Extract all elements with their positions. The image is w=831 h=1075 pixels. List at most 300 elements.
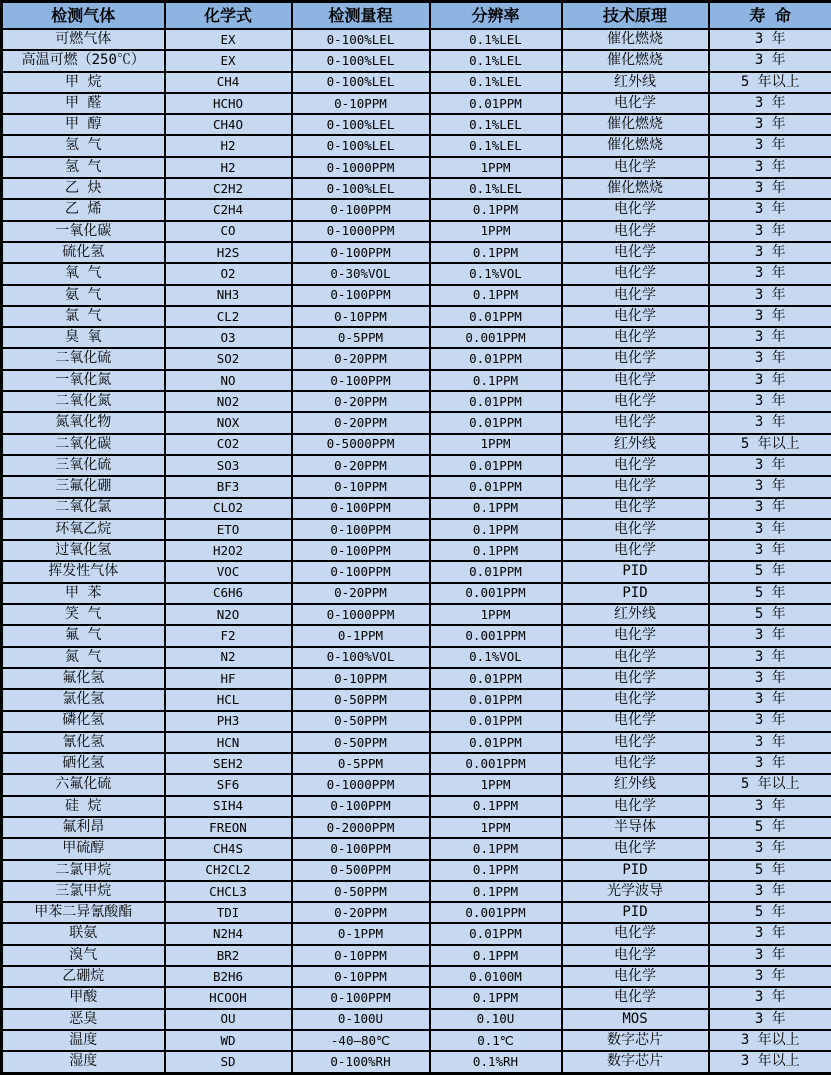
cell-lifespan: 3 年 [709,178,831,199]
cell-lifespan: 3 年 [709,348,831,369]
cell-lifespan: 5 年 [709,561,831,582]
cell-gas: 甲 烷 [2,72,165,93]
cell-formula: BF3 [165,476,292,497]
cell-principle: 电化学 [562,732,709,753]
cell-gas: 氟化氢 [2,668,165,689]
cell-principle: 电化学 [562,987,709,1008]
cell-formula: EX [165,29,292,50]
cell-principle: 电化学 [562,668,709,689]
cell-resolution: 0.01PPM [430,561,562,582]
cell-gas: 一氧化氮 [2,370,165,391]
cell-gas: 硒化氢 [2,753,165,774]
header-gas: 检测气体 [2,2,165,30]
cell-gas: 三氯甲烷 [2,881,165,902]
cell-lifespan: 5 年 [709,902,831,923]
cell-gas: 高温可燃（250℃） [2,50,165,71]
cell-resolution: 0.1PPM [430,838,562,859]
cell-range: 0-10PPM [292,476,430,497]
cell-gas: 硅 烷 [2,796,165,817]
cell-lifespan: 5 年以上 [709,434,831,455]
cell-resolution: 0.1PPM [430,285,562,306]
cell-range: 0-100%LEL [292,114,430,135]
cell-resolution: 0.1PPM [430,370,562,391]
cell-resolution: 0.01PPM [430,923,562,944]
table-row [2,945,831,966]
cell-principle: 催化燃烧 [562,29,709,50]
cell-range: 0-20PPM [292,902,430,923]
cell-principle: MOS [562,1009,709,1030]
cell-range: 0-50PPM [292,732,430,753]
cell-resolution: 0.1PPM [430,860,562,881]
table-row [2,178,831,199]
cell-principle: 电化学 [562,966,709,987]
cell-resolution: 0.01PPM [430,689,562,710]
cell-range: 0-100PPM [292,242,430,263]
cell-gas: 二氧化氯 [2,498,165,519]
cell-principle: 电化学 [562,945,709,966]
cell-resolution: 0.01PPM [430,455,562,476]
cell-principle: 电化学 [562,796,709,817]
table-row [2,157,831,178]
cell-lifespan: 3 年 [709,199,831,220]
cell-formula: CL2 [165,306,292,327]
cell-gas: 乙 烯 [2,199,165,220]
cell-lifespan: 3 年 [709,50,831,71]
cell-formula: NH3 [165,285,292,306]
cell-gas: 三氧化硫 [2,455,165,476]
table-row [2,242,831,263]
cell-gas: 甲 醇 [2,114,165,135]
cell-range: 0-1PPM [292,923,430,944]
cell-formula: CH2CL2 [165,860,292,881]
cell-principle: 电化学 [562,391,709,412]
cell-range: 0-10PPM [292,966,430,987]
cell-range: 0-100PPM [292,285,430,306]
cell-gas: 氟利昂 [2,817,165,838]
cell-principle: 电化学 [562,157,709,178]
table-row [2,774,831,795]
cell-range: 0-20PPM [292,412,430,433]
cell-principle: 半导体 [562,817,709,838]
cell-resolution: 0.1%LEL [430,72,562,93]
cell-formula: OU [165,1009,292,1030]
cell-principle: 数字芯片 [562,1051,709,1073]
table-row [2,348,831,369]
cell-lifespan: 3 年 [709,668,831,689]
cell-lifespan: 3 年 [709,923,831,944]
header-range: 检测量程 [292,2,430,30]
cell-lifespan: 3 年 [709,498,831,519]
cell-lifespan: 3 年 [709,114,831,135]
cell-range: 0-10PPM [292,945,430,966]
cell-gas: 氮 气 [2,647,165,668]
cell-gas: 过氧化氢 [2,540,165,561]
table-row [2,711,831,732]
cell-lifespan: 3 年 [709,29,831,50]
cell-lifespan: 3 年 [709,838,831,859]
table-row [2,540,831,561]
cell-principle: 催化燃烧 [562,50,709,71]
cell-formula: C6H6 [165,583,292,604]
cell-formula: SO3 [165,455,292,476]
cell-range: 0-20PPM [292,348,430,369]
cell-lifespan: 3 年 [709,945,831,966]
table-row [2,306,831,327]
table-row [2,285,831,306]
cell-formula: NOX [165,412,292,433]
cell-principle: 电化学 [562,498,709,519]
cell-range: 0-100PPM [292,838,430,859]
cell-range: 0-100%RH [292,1051,430,1073]
table-row [2,114,831,135]
cell-resolution: 0.1PPM [430,242,562,263]
cell-formula: C2H4 [165,199,292,220]
table-row [2,72,831,93]
header-lifespan: 寿 命 [709,2,831,30]
cell-principle: 数字芯片 [562,1030,709,1051]
table-row [2,1051,831,1073]
table-row [2,689,831,710]
cell-formula: N2O [165,604,292,625]
cell-principle: 红外线 [562,774,709,795]
cell-gas: 甲 醛 [2,93,165,114]
table-row [2,455,831,476]
cell-principle: 催化燃烧 [562,135,709,156]
cell-formula: CH4O [165,114,292,135]
cell-resolution: 1PPM [430,774,562,795]
cell-gas: 温度 [2,1030,165,1051]
cell-range: 0-1000PPM [292,774,430,795]
table-row [2,391,831,412]
table-row [2,519,831,540]
cell-principle: 电化学 [562,476,709,497]
cell-formula: C2H2 [165,178,292,199]
cell-principle: PID [562,860,709,881]
cell-lifespan: 3 年 [709,370,831,391]
cell-principle: 电化学 [562,348,709,369]
cell-principle: 电化学 [562,306,709,327]
cell-formula: O2 [165,263,292,284]
cell-gas: 联氨 [2,923,165,944]
table-row [2,902,831,923]
cell-principle: 电化学 [562,838,709,859]
cell-gas: 六氟化硫 [2,774,165,795]
cell-formula: HCL [165,689,292,710]
cell-gas: 氢 气 [2,157,165,178]
cell-lifespan: 3 年 [709,647,831,668]
cell-lifespan: 3 年 [709,689,831,710]
cell-resolution: 0.001PPM [430,583,562,604]
cell-lifespan: 3 年 [709,732,831,753]
cell-principle: PID [562,902,709,923]
cell-range: 0-1000PPM [292,604,430,625]
table-row [2,327,831,348]
cell-lifespan: 3 年 [709,987,831,1008]
cell-resolution: 0.1%LEL [430,50,562,71]
cell-gas: 二氯甲烷 [2,860,165,881]
cell-range: 0-1000PPM [292,157,430,178]
cell-gas: 二氧化硫 [2,348,165,369]
cell-formula: EX [165,50,292,71]
header-row [2,2,831,30]
cell-gas: 氯化氢 [2,689,165,710]
cell-formula: HF [165,668,292,689]
cell-principle: 电化学 [562,370,709,391]
cell-formula: NO2 [165,391,292,412]
cell-resolution: 0.1%LEL [430,135,562,156]
cell-lifespan: 3 年以上 [709,1051,831,1073]
cell-resolution: 0.01PPM [430,306,562,327]
cell-formula: N2 [165,647,292,668]
table-row [2,199,831,220]
cell-gas: 磷化氢 [2,711,165,732]
cell-resolution: 0.01PPM [430,668,562,689]
cell-resolution: 0.01PPM [430,412,562,433]
cell-lifespan: 5 年 [709,860,831,881]
cell-range: 0-2000PPM [292,817,430,838]
cell-range: 0-500PPM [292,860,430,881]
cell-lifespan: 3 年 [709,135,831,156]
cell-range: 0-20PPM [292,455,430,476]
cell-resolution: 1PPM [430,157,562,178]
cell-lifespan: 3 年 [709,412,831,433]
table-row [2,987,831,1008]
cell-principle: 电化学 [562,199,709,220]
cell-resolution: 0.1PPM [430,199,562,220]
cell-resolution: 0.01PPM [430,391,562,412]
cell-range: 0-5PPM [292,327,430,348]
cell-resolution: 0.1PPM [430,987,562,1008]
cell-resolution: 0.1PPM [430,498,562,519]
cell-resolution: 0.001PPM [430,625,562,646]
cell-formula: WD [165,1030,292,1051]
cell-formula: SIH4 [165,796,292,817]
header-principle: 技术原理 [562,2,709,30]
table-row [2,647,831,668]
cell-gas: 乙硼烷 [2,966,165,987]
cell-principle: 电化学 [562,711,709,732]
cell-resolution: 0.1%LEL [430,29,562,50]
cell-formula: FREON [165,817,292,838]
cell-range: 0-100%LEL [292,135,430,156]
cell-gas: 乙 炔 [2,178,165,199]
cell-lifespan: 3 年 [709,1009,831,1030]
cell-range: 0-100PPM [292,199,430,220]
cell-lifespan: 5 年以上 [709,72,831,93]
cell-principle: 电化学 [562,93,709,114]
cell-range: 0-100%LEL [292,72,430,93]
cell-formula: F2 [165,625,292,646]
cell-range: 0-30%VOL [292,263,430,284]
cell-gas: 臭 氧 [2,327,165,348]
cell-range: -40—80℃ [292,1030,430,1051]
cell-range: 0-100PPM [292,498,430,519]
cell-lifespan: 3 年 [709,93,831,114]
cell-formula: CH4S [165,838,292,859]
cell-formula: NO [165,370,292,391]
cell-principle: 电化学 [562,519,709,540]
cell-resolution: 0.001PPM [430,327,562,348]
cell-formula: H2O2 [165,540,292,561]
cell-resolution: 0.1PPM [430,945,562,966]
cell-resolution: 0.1%VOL [430,263,562,284]
cell-lifespan: 3 年 [709,881,831,902]
cell-resolution: 0.01PPM [430,732,562,753]
cell-lifespan: 3 年以上 [709,1030,831,1051]
cell-formula: SO2 [165,348,292,369]
cell-resolution: 0.01PPM [430,348,562,369]
cell-gas: 甲苯二异氰酸酯 [2,902,165,923]
cell-resolution: 0.1%VOL [430,647,562,668]
cell-resolution: 1PPM [430,221,562,242]
cell-principle: 电化学 [562,221,709,242]
cell-formula: BR2 [165,945,292,966]
cell-gas: 笑 气 [2,604,165,625]
table-row [2,838,831,859]
table-row [2,923,831,944]
cell-lifespan: 3 年 [709,796,831,817]
cell-formula: H2S [165,242,292,263]
cell-gas: 三氟化硼 [2,476,165,497]
table-row [2,476,831,497]
table-row [2,135,831,156]
table-header [2,2,831,30]
cell-principle: 电化学 [562,455,709,476]
cell-range: 0-1PPM [292,625,430,646]
cell-range: 0-50PPM [292,711,430,732]
cell-lifespan: 5 年 [709,583,831,604]
table-row [2,498,831,519]
table-row [2,966,831,987]
cell-resolution: 0.1%LEL [430,178,562,199]
cell-range: 0-50PPM [292,689,430,710]
cell-gas: 二氧化氮 [2,391,165,412]
cell-formula: CHCL3 [165,881,292,902]
cell-gas: 挥发性气体 [2,561,165,582]
cell-resolution: 0.001PPM [430,902,562,923]
cell-formula: VOC [165,561,292,582]
cell-lifespan: 5 年 [709,604,831,625]
cell-gas: 氰化氢 [2,732,165,753]
cell-gas: 氢 气 [2,135,165,156]
cell-range: 0-100U [292,1009,430,1030]
cell-lifespan: 3 年 [709,966,831,987]
cell-lifespan: 3 年 [709,221,831,242]
cell-principle: 电化学 [562,540,709,561]
table-row [2,434,831,455]
cell-lifespan: 3 年 [709,306,831,327]
cell-range: 0-100PPM [292,540,430,561]
cell-range: 0-100PPM [292,519,430,540]
cell-formula: O3 [165,327,292,348]
table-row [2,412,831,433]
table-row [2,796,831,817]
header-formula: 化学式 [165,2,292,30]
cell-range: 0-100PPM [292,796,430,817]
cell-gas: 氯 气 [2,306,165,327]
header-resolution: 分辨率 [430,2,562,30]
cell-formula: H2 [165,135,292,156]
cell-resolution: 0.01PPM [430,476,562,497]
cell-principle: 电化学 [562,647,709,668]
table-row [2,625,831,646]
cell-resolution: 0.1℃ [430,1030,562,1051]
cell-principle: 红外线 [562,434,709,455]
table-row [2,583,831,604]
cell-range: 0-100%LEL [292,50,430,71]
table-row [2,860,831,881]
table-row [2,668,831,689]
cell-resolution: 0.1%LEL [430,114,562,135]
cell-lifespan: 5 年以上 [709,774,831,795]
cell-lifespan: 3 年 [709,519,831,540]
table-row [2,50,831,71]
table-row [2,370,831,391]
cell-range: 0-10PPM [292,668,430,689]
table-row [2,604,831,625]
cell-gas: 甲硫醇 [2,838,165,859]
cell-range: 0-100%VOL [292,647,430,668]
cell-formula: HCHO [165,93,292,114]
cell-range: 0-20PPM [292,391,430,412]
cell-lifespan: 3 年 [709,327,831,348]
cell-formula: HCOOH [165,987,292,1008]
table-row [2,221,831,242]
cell-principle: 电化学 [562,263,709,284]
cell-gas: 氮氧化物 [2,412,165,433]
cell-lifespan: 3 年 [709,753,831,774]
cell-formula: CH4 [165,72,292,93]
cell-resolution: 0.1PPM [430,881,562,902]
cell-principle: 红外线 [562,72,709,93]
cell-gas: 可燃气体 [2,29,165,50]
cell-gas: 恶臭 [2,1009,165,1030]
cell-lifespan: 3 年 [709,711,831,732]
cell-range: 0-10PPM [292,93,430,114]
cell-range: 0-100%LEL [292,178,430,199]
cell-principle: 催化燃烧 [562,178,709,199]
cell-range: 0-5000PPM [292,434,430,455]
cell-formula: SEH2 [165,753,292,774]
cell-gas: 湿度 [2,1051,165,1073]
cell-range: 0-100%LEL [292,29,430,50]
cell-range: 0-100PPM [292,987,430,1008]
cell-range: 0-10PPM [292,306,430,327]
cell-range: 0-1000PPM [292,221,430,242]
table-row [2,732,831,753]
cell-formula: TDI [165,902,292,923]
cell-resolution: 1PPM [430,434,562,455]
table-row [2,29,831,50]
table-row [2,93,831,114]
cell-principle: 电化学 [562,923,709,944]
cell-gas: 硫化氢 [2,242,165,263]
cell-principle: 电化学 [562,625,709,646]
cell-lifespan: 3 年 [709,157,831,178]
cell-formula: PH3 [165,711,292,732]
cell-resolution: 0.1%RH [430,1051,562,1073]
cell-gas: 二氧化碳 [2,434,165,455]
cell-lifespan: 3 年 [709,625,831,646]
table-row [2,263,831,284]
table-row [2,1009,831,1030]
cell-formula: CO2 [165,434,292,455]
cell-resolution: 0.1PPM [430,796,562,817]
cell-resolution: 0.1PPM [430,540,562,561]
cell-principle: 红外线 [562,604,709,625]
table-row [2,817,831,838]
cell-gas: 溴气 [2,945,165,966]
